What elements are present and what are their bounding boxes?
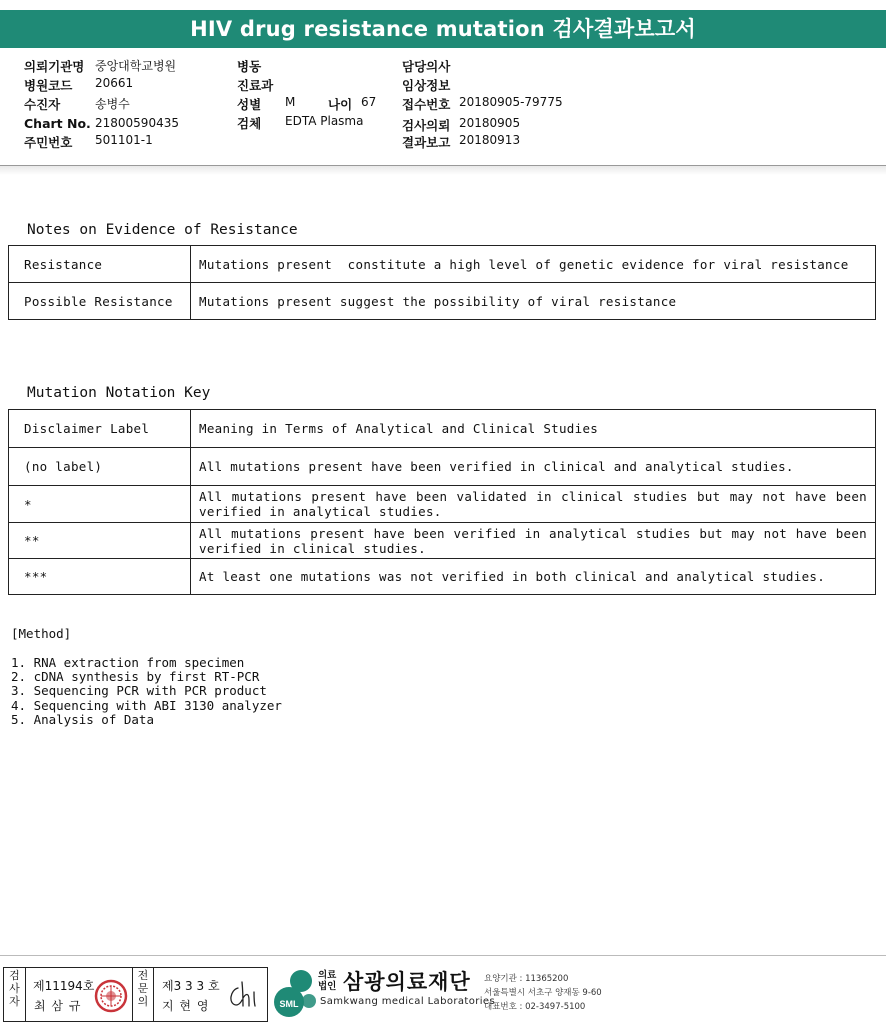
disclaimer-meaning: All mutations present have been validated in clinical studies but may not have been verified in analytical studies. [191,486,876,523]
footer-divider [0,955,886,956]
notes-description: Mutations present suggest the possibility of viral resistance [191,283,876,320]
header-divider-shadow [0,166,886,175]
table-row [9,283,876,320]
request-date-value: 20180905 [459,116,521,130]
disclaimer-meaning: At least one mutations was not verified in both clinical and analytical studies. [191,559,876,595]
specimen-label: 검체 [237,116,262,131]
ward-label: 병동 [237,59,262,74]
logo-badge-text: SML [279,999,299,1009]
table-header-row [9,410,876,448]
age-value: 67 [361,95,377,109]
disclaimer-label: (no label) [9,448,191,486]
accession-no-value: 20180905-79775 [459,95,563,109]
org-english-name: Samkwang medical Laboratories [320,996,496,1007]
requesting-institution-label: 의뢰기관명 [24,59,85,74]
resident-no-label: 주민번호 [24,135,73,150]
examiner-license-no: 제11194호 [33,979,95,993]
org-address: 서울특별시 서초구 양재동 9-60 [484,988,602,998]
patient-value: 송병수 [95,97,130,111]
column-header-label: Disclaimer Label [9,410,191,448]
notes-term: Possible Resistance [9,283,191,320]
sex-label: 성별 [237,97,262,112]
chart-no-label: Chart No. [24,116,91,131]
specialist-license-no: 제3 3 3 호 [162,979,220,993]
hospital-code-value: 20661 [95,76,134,90]
chart-no-value: 21800590435 [95,116,179,130]
table-row [9,486,876,523]
examiner-vertical-label: 검사자 [4,968,26,1021]
specimen-value: EDTA Plasma [285,114,364,128]
report-date-label: 결과보고 [402,135,451,150]
clinical-info-label: 임상정보 [402,78,451,93]
request-date-label: 검사의뢰 [402,118,451,133]
specialist-name: 지 현 영 [162,999,210,1013]
method-step: 4. Sequencing with ABI 3130 analyzer [11,698,282,713]
key-section-title: Mutation Notation Key [27,385,211,401]
disclaimer-meaning: All mutations present have been verified in analytical studies but may not have been verified in clinical studies. [191,523,876,559]
report-title: HIV drug resistance mutation 검사결과보고서 [190,17,696,41]
accession-no-label: 접수번호 [402,97,451,112]
table-row [9,246,876,283]
specialist-vertical-label: 전문의 [132,968,154,1021]
notes-table [8,245,876,320]
age-label: 나이 [328,97,353,112]
disclaimer-meaning: All mutations present have been verified in clinical and analytical studies. [191,448,876,486]
method-step: 2. cDNA synthesis by first RT-PCR [11,669,260,684]
notes-section-title: Notes on Evidence of Resistance [27,222,298,238]
hospital-code-label: 병원코드 [24,78,73,93]
table-row [9,523,876,559]
patient-label: 수진자 [24,97,61,112]
method-title: [Method] [11,626,72,641]
requesting-institution-value: 중앙대학교병원 [95,59,177,73]
disclaimer-label: * [9,486,191,523]
notes-term: Resistance [9,246,191,283]
method-step: 1. RNA extraction from specimen [11,655,245,670]
method-step: 5. Analysis of Data [11,712,154,727]
examiner-name: 최 삼 규 [34,999,82,1013]
department-label: 진료과 [237,78,274,93]
sml-logo-icon [271,968,319,1020]
notation-key-table [8,409,876,595]
disclaimer-label: ** [9,523,191,559]
physician-label: 담당의사 [402,59,451,74]
sex-value: M [285,95,296,109]
notes-description: Mutations present constitute a high level of genetic evidence for viral resistance [191,246,876,283]
org-code: 요양기관 : 11365200 [484,974,569,984]
resident-no-value: 501101-1 [95,133,153,147]
org-phone: 대표번호 : 02-3497-5100 [484,1002,586,1012]
signature-box [3,967,268,1022]
specialist-signature [224,980,264,1012]
disclaimer-label: *** [9,559,191,595]
table-row [9,559,876,595]
report-date-value: 20180913 [459,133,521,147]
table-row [9,448,876,486]
org-prefix: 의료법인 [318,970,337,992]
method-step: 3. Sequencing PCR with PCR product [11,683,267,698]
examiner-seal-icon [94,979,128,1013]
org-name: 삼광의료재단 [343,970,471,994]
column-header-meaning: Meaning in Terms of Analytical and Clinical Studies [191,410,876,448]
